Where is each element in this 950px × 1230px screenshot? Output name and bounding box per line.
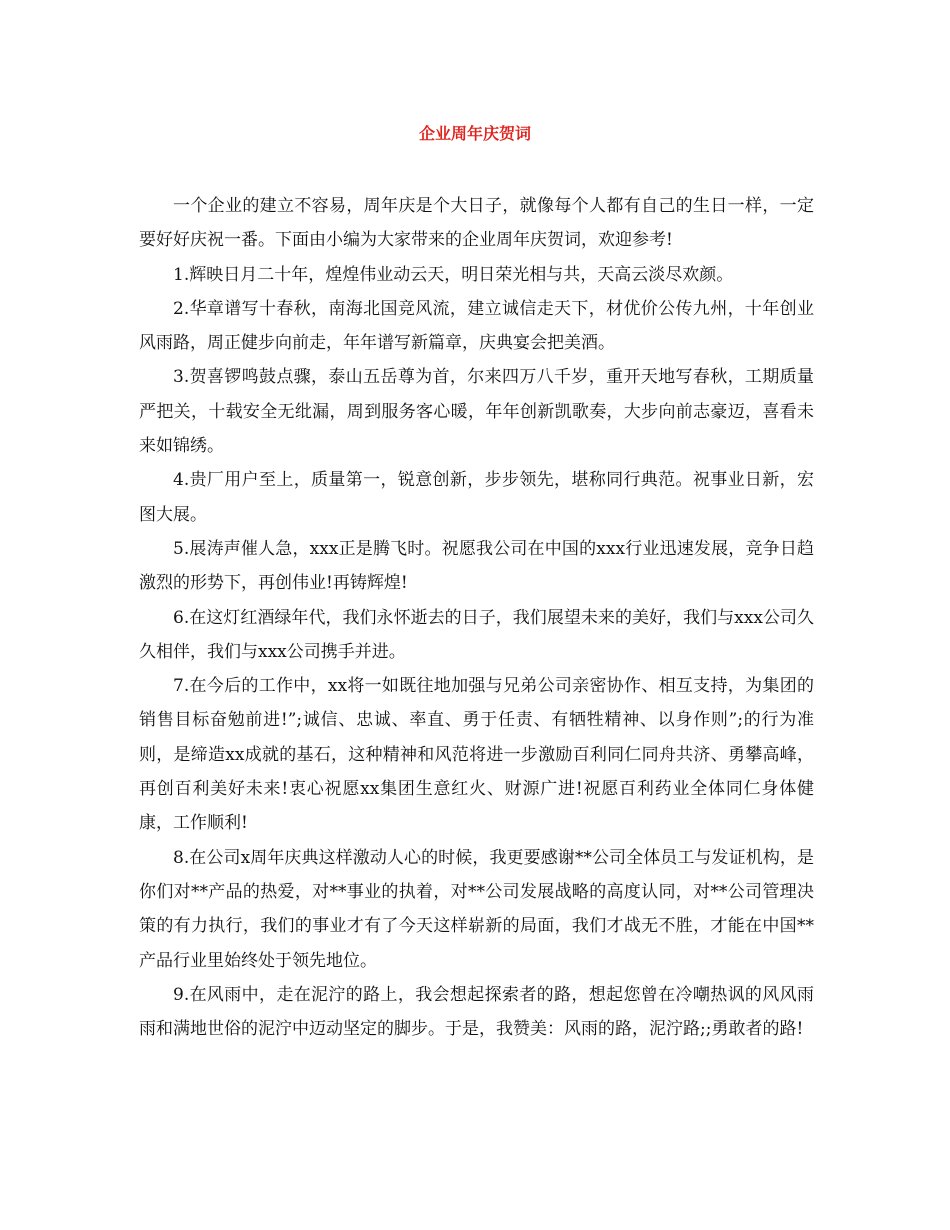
greeting-paragraph-5: 5.展涛声催人急，xxx正是腾飞时。祝愿我公司在中国的xxx行业迅速发展，竞争日趋激烈的形势下，再创伟业!再铸辉煌! xyxy=(139,538,814,594)
greeting-paragraph-7: 7.在今后的工作中，xx将一如既往地加强与兄弟公司亲密协作、相互支持，为集团的销售目标奋勉前进!”;诚信、忠诚、率直、勇于任责、有牺牲精神、以身作则”;的行为准则，是缔造xx成就的基石，这种精神和风范将进一步激励百利同仁同舟共济、勇攀高峰，再创百利美好未来!衷心祝愿xx集团生意红火、财源广进!祝愿百利药业全体同仁身体健康，工作顺利! xyxy=(139,676,814,834)
greeting-paragraph-9: 9.在风雨中，走在泥泞的路上，我会想起探索者的路，想起您曾在冷嘲热讽的风风雨雨和满地世俗的泥泞中迈动坚定的脚步。于是，我赞美：风雨的路，泥泞路;;勇敢者的路! xyxy=(139,984,814,1040)
document-title: 企业周年庆贺词 xyxy=(418,124,531,143)
greeting-paragraph-8: 8.在公司x周年庆典这样激动人心的时候，我更要感谢**公司全体员工与发证机构，是你们对**产品的热爱，对**事业的执着，对**公司发展战略的高度认同，对**公司管理决策的有力执行，我们的事业才有了今天这样崭新的局面，我们才战无不胜，才能在中国**产品行业里始终处于领先地位。 xyxy=(139,847,814,971)
intro-paragraph: 一个企业的建立不容易，周年庆是个大日子，就像每个人都有自己的生日一样，一定要好好庆祝一番。下面由小编为大家带来的企业周年庆贺词，欢迎参考! xyxy=(139,196,814,251)
document-body xyxy=(139,189,814,1046)
greeting-paragraph-1: 1.辉映日月二十年，煌煌伟业动云天，明日荣光相与共，天高云淡尽欢颜。 xyxy=(173,264,734,285)
greeting-paragraph-4: 4.贵厂用户至上，质量第一，锐意创新，步步领先，堪称同行典范。祝事业日新，宏图大展。 xyxy=(139,470,814,525)
greeting-paragraph-6: 6.在这灯红酒绿年代，我们永怀逝去的日子，我们展望未来的美好，我们与xxx公司久久相伴，我们与xxx公司携手并进。 xyxy=(139,607,814,662)
greeting-paragraph-3: 3.贺喜锣鸣鼓点骤，泰山五岳尊为首，尔来四万八千岁，重开天地写春秋，工期质量严把关，十载安全无纰漏，周到服务客心暖，年年创新凯歌奏，大步向前志豪迈，喜看未来如锦绣。 xyxy=(139,367,814,457)
greeting-paragraph-2: 2.华章谱写十春秋，南海北国竞风流，建立诚信走天下，材优价公传九州，十年创业风雨路，周正健步向前走，年年谱写新篇章，庆典宴会把美酒。 xyxy=(139,298,814,354)
